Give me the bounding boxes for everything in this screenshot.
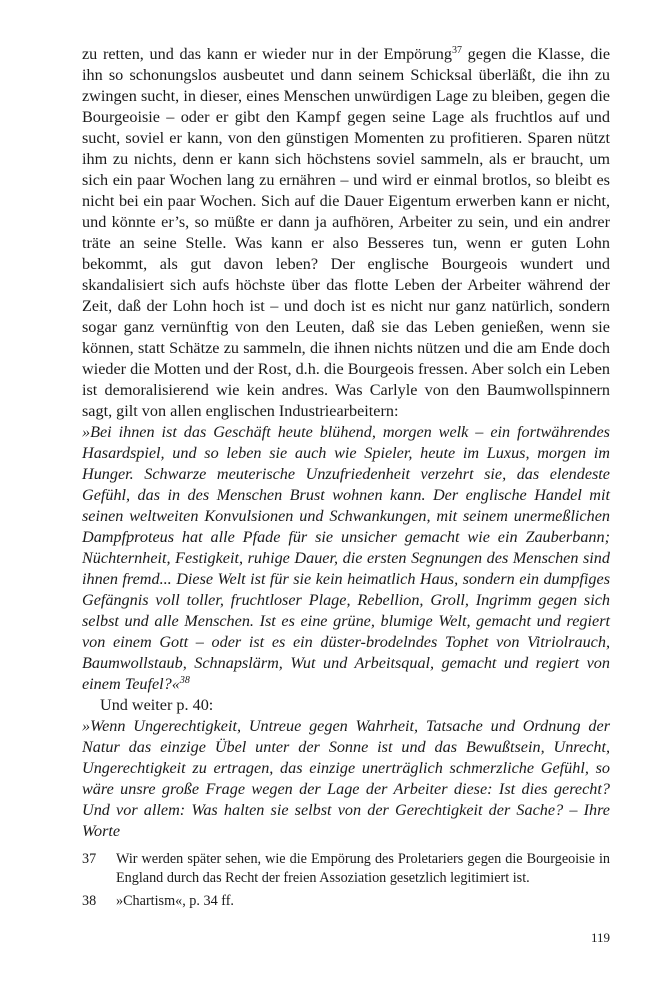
footnotes — [82, 850, 610, 915]
footnote-text: »Chartism«, p. 34 ff. — [116, 893, 234, 909]
paragraph-2: Und weiter p. 40: — [100, 696, 214, 714]
quote-carlyle-2: »Wenn Ungerechtigkeit, Untreue gegen Wahrheit, Tatsache und Ordnung der Natur das einzige Übel unter der Sonne ist und das Bewußtsein, Unrecht, Ungerechtigkeit zu ertragen, das einzige unerträglich schmerzliche Gefühl, so wäre unsre große Frage wegen der Lage der Arbeiter diese: Ist dies gerecht? Und vor allem: Was halten sie selbst von der Gerechtigkeit der Sache? – Ihre Worte — [82, 717, 610, 840]
paragraph-1-text: zu retten, und das kann er wieder nur in der Empörung — [82, 45, 452, 63]
page-body — [82, 44, 610, 842]
footnote-number: 38 — [82, 893, 97, 909]
page-number: 119 — [590, 930, 610, 945]
footnote-text: Wir werden später sehen, wie die Empörung des Proletariers gegen die Bourgeoisie in England durch das Recht der freien Assoziation gesetzlich legitimiert ist. — [116, 851, 610, 886]
footnote-ref-38[interactable]: 38 — [179, 675, 190, 686]
footnote-ref-37[interactable]: 37 — [451, 45, 462, 56]
paragraph-1-continuation: gegen die Klasse, die ihn so schonungslos ausbeutet und dann seinem Schicksal überläßt, die ihn zu zwingen sucht, in dieser, eines Menschen unwürdigen Lage zu bleiben, gegen die Bourgeoisie – oder er gibt den Kampf gegen seine Lage als fruchtlos auf und sucht, soviel er kann, von den günstigen Momenten zu profitieren. Sparen nützt ihm zu nichts, denn er kann sich höchstens soviel sammeln, als er braucht, um sich ein paar Wochen lang zu ernähren – und wird er einmal brotlos, so bleibt es nicht bei ein paar Wochen. Sich auf die Dauer Eigentum erwerben kann er nicht, und könnte er’s, so müßte er dann ja aufhören, Arbeiter zu sein, und ein andrer träte an seine Stelle. Was kann er also Besseres tun, wenn er guten Lohn bekommt, als gut davon leben? Der englische Bourgeois wundert und skandalisiert sich aufs höchste über das flotte Leben der Arbeiter während der Zeit, daß der Lohn hoch ist – und doch ist es nicht nur ganz natürlich, sondern sogar ganz vernünftig von den Leuten, daß sie das Leben genießen, wenn sie können, statt Schätze zu sammeln, die ihnen nichts nützen und die am Ende doch wieder die Motten und der Rost, d.h. die Bourgeois fressen. Aber solch ein Leben ist demoralisierend wie kein andres. Was Carlyle von den Baumwollspinnern sagt, gilt von allen englischen Industriearbeitern: — [82, 45, 610, 420]
footnote-37 — [82, 850, 610, 888]
paragraph-1 — [82, 44, 610, 422]
quote-1-text: »Bei ihnen ist das Geschäft heute blühend, morgen welk – ein fortwährendes Hasardspiel, und so leben sie auch wie Spieler, heute im Luxus, morgen im Hunger. Schwarze meuterische Unzufriedenheit verzehrt sie, das elendeste Gefühl, das in des Menschen Brust wohnen kann. Der englische Handel mit seinen weltweiten Konvulsionen und Schwankungen, mit seinem unermeßlichen Dampfproteus hat alle Pfade für sie unsicher gemacht wie ein Zauberbann; Nüchternheit, Festigkeit, ruhige Dauer, die ersten Segnungen des Menschen sind ihnen fremd... Diese Welt ist für sie kein heimatlich Haus, sondern ein dumpfiges Gefängnis voll toller, fruchtloser Plage, Rebellion, Groll, Ingrimm gegen sich selbst und alle Menschen. Ist es eine grüne, blumige Welt, gemacht und regiert von einem Gott – oder ist es ein düster-brodelndes Tophet von Vitriolrauch, Baumwollstaub, Schnapslärm, Wut und Arbeitsqual, gemacht und regiert von einem Teufel?« — [82, 423, 610, 693]
footnote-number: 37 — [82, 851, 97, 867]
quote-carlyle-1 — [82, 422, 610, 695]
footnote-38 — [82, 892, 610, 911]
